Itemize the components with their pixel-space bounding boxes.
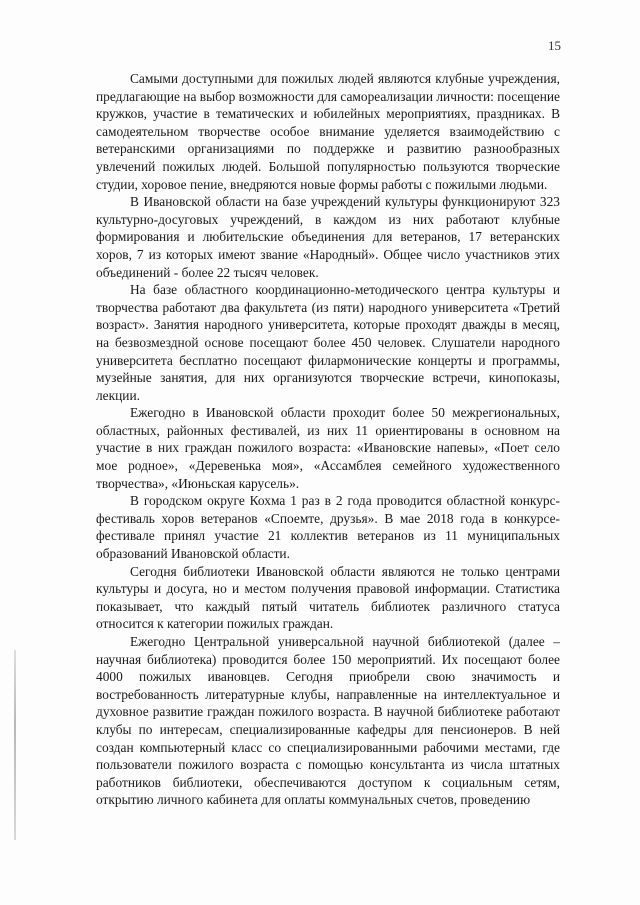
paragraph-club-institutions: Самыми доступными для пожилых людей являются клубные учреждения, предлагающие на выбор возможности для самореализации личности: посещение кружков, участие в тематических и юбилейных мероприятиях, праздниках. В самодеятельном творчестве особое внимание уделяется взаимодействию с ветеранскими организациями по поддержке и развитию разнообразных увлечений пожилых людей. Большой популярностью пользуются творческие студии, хоровое пение, внедряются новые формы работы с пожилыми людьми. <box>96 71 560 192</box>
scan-margin-line <box>14 650 16 840</box>
paragraph-culture-institutions: В Ивановской области на базе учреждений культуры функционируют 323 культурно-досуговых учреждений, в каждом из них работают клубные формирования и любительские объединения для ветеранов, 17 ветеранских хоров, 7 из которых имеют звание «Народный». Общее число участников этих объединений - более 22 тысяч человек. <box>96 194 560 280</box>
paragraph-libraries: Сегодня библиотеки Ивановской области являются не только центрами культуры и досуга, но и местом получения правовой информации. Статистика показывает, что каждый пятый читатель библиотек различного статуса относится к категории пожилых граждан. <box>96 563 560 632</box>
page-number: 15 <box>548 38 561 53</box>
paragraph-scientific-library: Ежегодно Центральной универсальной научной библиотекой (далее – научная библиотека) проводится более 150 мероприятий. Их посещают более 4000 пожилых ивановцев. Сегодня приобрели свою значимость и востребованность литературные клубы, направленные на интеллектуальное и духовное развитие граждан пожилого возраста. В научной библиотеке работают клубы по интересам, специализированные кафедры для пенсионеров. В ней создан компьютерный класс со специализированными рабочими местами, где пользователи пожилого возраста с помощью консультанта из числа штатных работников библиотеки, обеспечиваются доступом к социальным сетям, открытию личного кабинета для оплаты коммунальных счетов, проведению <box>96 634 560 808</box>
paragraph-festivals: Ежегодно в Ивановской области проходит более 50 межрегиональных, областных, районных фестивалей, из них 11 ориентированы в основном на участие в них граждан пожилого возраста: «Ивановские напевы», «Поет село мое родное», «Деревенька моя», «Ассамблея семейного художественного творчества», «Июньская карусель». <box>96 405 560 491</box>
document-body <box>96 70 560 809</box>
paragraph-third-age-university: На базе областного координационно-методического центра культуры и творчества работают два факультета (из пяти) народного университета «Третий возраст». Занятия народного университета, которые проходят дважды в месяц, на безвозмездной основе посещают более 450 человек. Слушатели народного университета бесплатно посещают филармонические концерты и программы, музейные занятия, для них организуются творческие встречи, кинопоказы, лекции. <box>96 282 560 403</box>
paragraph-kokhma-contest: В городском округе Кохма 1 раз в 2 года проводится областной конкурс-фестиваль хоров ветеранов «Споемте, друзья». В мае 2018 года в конкурсе-фестивале принял участие 21 коллектив ветеранов из 11 муниципальных образований Ивановской области. <box>96 493 560 562</box>
